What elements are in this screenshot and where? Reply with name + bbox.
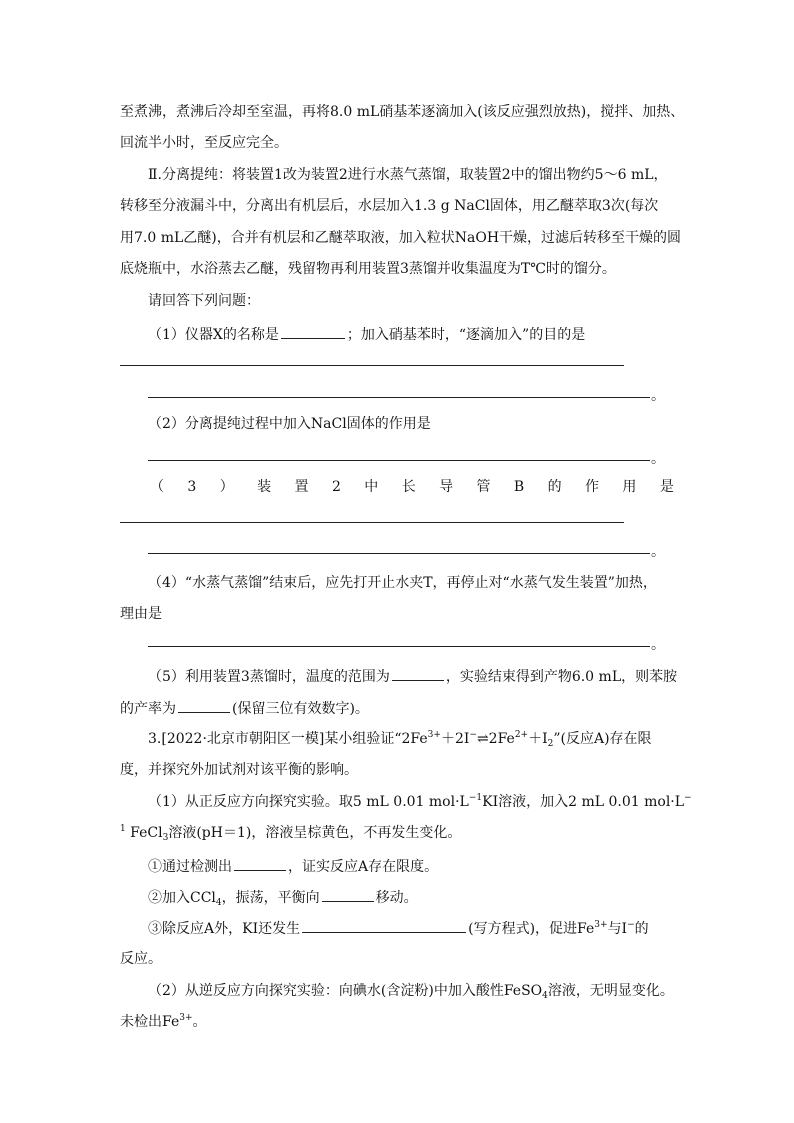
text: 3.[2022·北京市朝阳区一模]某小组验证“2Fe xyxy=(148,731,428,747)
text: （1）从正反应方向探究实验。取5 mL 0.01 mol·L xyxy=(148,794,469,810)
q3-char: ） xyxy=(219,479,234,495)
q3-char: 3 xyxy=(187,479,197,495)
question-5 xyxy=(148,665,708,685)
superscript: −1 xyxy=(468,793,483,803)
text: 移动。 xyxy=(375,890,418,906)
subscript: 4 xyxy=(215,898,222,908)
text-line: 反应。 xyxy=(120,951,162,967)
text-line xyxy=(120,1012,680,1032)
q3-char: 置 xyxy=(294,479,309,495)
text-line: 底烧瓶中，水浴蒸去乙醚，残留物再利用装置3蒸馏并收集温度为T℃时的馏分。 xyxy=(120,261,616,277)
text: ”(反应A)存在限 xyxy=(553,731,652,747)
question-text: ，实验结束得到产物6.0 mL，则苯胺 xyxy=(445,669,678,685)
text-line: 用7.0 mL乙醚)，合并有机层和乙醚萃取液，加入粒状NaOH干燥，过滤后转移至干燥的圆 xyxy=(120,230,682,246)
subscript: 3 xyxy=(162,833,169,843)
text: 与I xyxy=(607,921,628,937)
q3-char: 是 xyxy=(659,479,674,495)
answer-line[interactable] xyxy=(148,646,650,647)
text-line: 回流半小时，至反应完全。 xyxy=(120,135,288,151)
superscript: 2+ xyxy=(514,730,529,740)
q3-char: 管 xyxy=(476,479,491,495)
text: KI溶液，加入2 mL 0.01 mol·L xyxy=(482,794,685,810)
item-2 xyxy=(148,886,708,906)
superscript: 3+ xyxy=(179,1013,193,1023)
q3-char: 用 xyxy=(622,479,637,495)
text: ①通过检测出 xyxy=(148,859,232,875)
problem-3-title xyxy=(148,729,708,749)
text: 溶液，无明显变化。 xyxy=(547,983,674,999)
answer-line[interactable] xyxy=(148,397,650,398)
question-prompt: 请回答下列问题： xyxy=(148,293,260,309)
answer-blank[interactable] xyxy=(234,855,286,871)
answer-line[interactable] xyxy=(120,522,624,523)
item-1 xyxy=(148,855,708,875)
q3-char: （ xyxy=(150,479,164,495)
text: (写方程式)，促进Fe xyxy=(468,921,595,937)
q3-char: 长 xyxy=(401,479,416,495)
subscript: 4 xyxy=(542,991,548,1001)
superscript: − xyxy=(684,793,692,803)
question-text: （1）仪器X的名称是 xyxy=(148,327,279,343)
period-mark: 。 xyxy=(651,637,665,653)
answer-blank[interactable] xyxy=(281,323,345,339)
question-3 xyxy=(150,477,674,497)
q3-char: 中 xyxy=(364,479,379,495)
answer-blank[interactable] xyxy=(178,697,230,713)
answer-line[interactable] xyxy=(148,460,650,461)
text-line xyxy=(120,823,680,843)
q3-char: 的 xyxy=(547,479,562,495)
question-text: 的产率为 xyxy=(120,701,176,717)
question-4: （4）“水蒸气蒸馏”结束后，应先打开止水夹T，再停止对“水蒸气发生装置”加热， xyxy=(148,575,657,591)
text: ②加入CCl xyxy=(148,890,216,906)
answer-blank[interactable] xyxy=(392,665,444,681)
answer-line[interactable] xyxy=(148,553,650,554)
subscript: 2 xyxy=(547,739,554,749)
q3-char: 作 xyxy=(585,479,600,495)
q3-char: 2 xyxy=(331,479,341,495)
text-line: 理由是 xyxy=(120,606,162,622)
item-3 xyxy=(148,917,708,937)
superscript: 3+ xyxy=(427,730,441,740)
text: ，证实反应A存在限度。 xyxy=(288,859,439,875)
text: 溶液(pH＝1)，溶液呈棕黄色，不再发生变化。 xyxy=(168,825,462,841)
text: ，振荡，平衡向 xyxy=(221,890,320,906)
sub-question-2 xyxy=(148,981,708,1001)
text: （2）从逆反应方向探究实验：向碘水(含淀粉)中加入酸性FeSO xyxy=(148,983,543,999)
question-1 xyxy=(148,323,708,343)
superscript: 3+ xyxy=(594,920,608,930)
period-mark: 。 xyxy=(651,451,665,467)
text: FeCl xyxy=(125,825,163,841)
question-text: ；加入硝基苯时，“逐滴加入”的目的是 xyxy=(346,327,586,343)
superscript: − xyxy=(469,730,477,740)
text: 。 xyxy=(192,1014,207,1030)
q3-char: 导 xyxy=(439,479,454,495)
text: ＋2I xyxy=(440,731,470,747)
text-line: Ⅱ.分离提纯：将装置1改为装置2进行水蒸气蒸馏，取装置2中的馏出物约5～6 mL， xyxy=(148,167,668,183)
answer-blank[interactable] xyxy=(302,917,466,933)
text-line: 度，并探究外加试剂对该平衡的影响。 xyxy=(120,762,358,778)
question-text: (保留三位有效数字)。 xyxy=(232,701,369,717)
text-line: 至煮沸，煮沸后冷却至室温，再将8.0 mL硝基苯逐滴加入(该反应强烈放热)，搅拌、加热、 xyxy=(120,104,685,120)
answer-blank[interactable] xyxy=(322,886,374,902)
period-mark: 。 xyxy=(651,544,665,560)
text: 的 xyxy=(634,921,649,937)
period-mark: 。 xyxy=(651,388,665,404)
text: 未检出Fe xyxy=(120,1014,180,1030)
text: ＋I xyxy=(528,731,548,747)
superscript: − xyxy=(627,920,635,930)
q3-char: B xyxy=(513,479,525,495)
text-line xyxy=(120,697,680,717)
answer-line[interactable] xyxy=(120,365,624,366)
question-text: （5）利用装置3蒸馏时，温度的范围为 xyxy=(148,669,390,685)
superscript: 1 xyxy=(120,824,126,834)
question-2: （2）分离提纯过程中加入NaCl固体的作用是 xyxy=(148,416,431,432)
q3-char: 装 xyxy=(257,479,272,495)
text: ③除反应A外，KI还发生 xyxy=(148,921,301,937)
sub-question-1 xyxy=(148,792,708,812)
text-line: 转移至分液漏斗中，分离出有机层后，水层加入1.3 g NaCl固体，用乙醚萃取3次(每次 xyxy=(120,198,659,214)
text: ⇌2Fe xyxy=(476,731,515,747)
